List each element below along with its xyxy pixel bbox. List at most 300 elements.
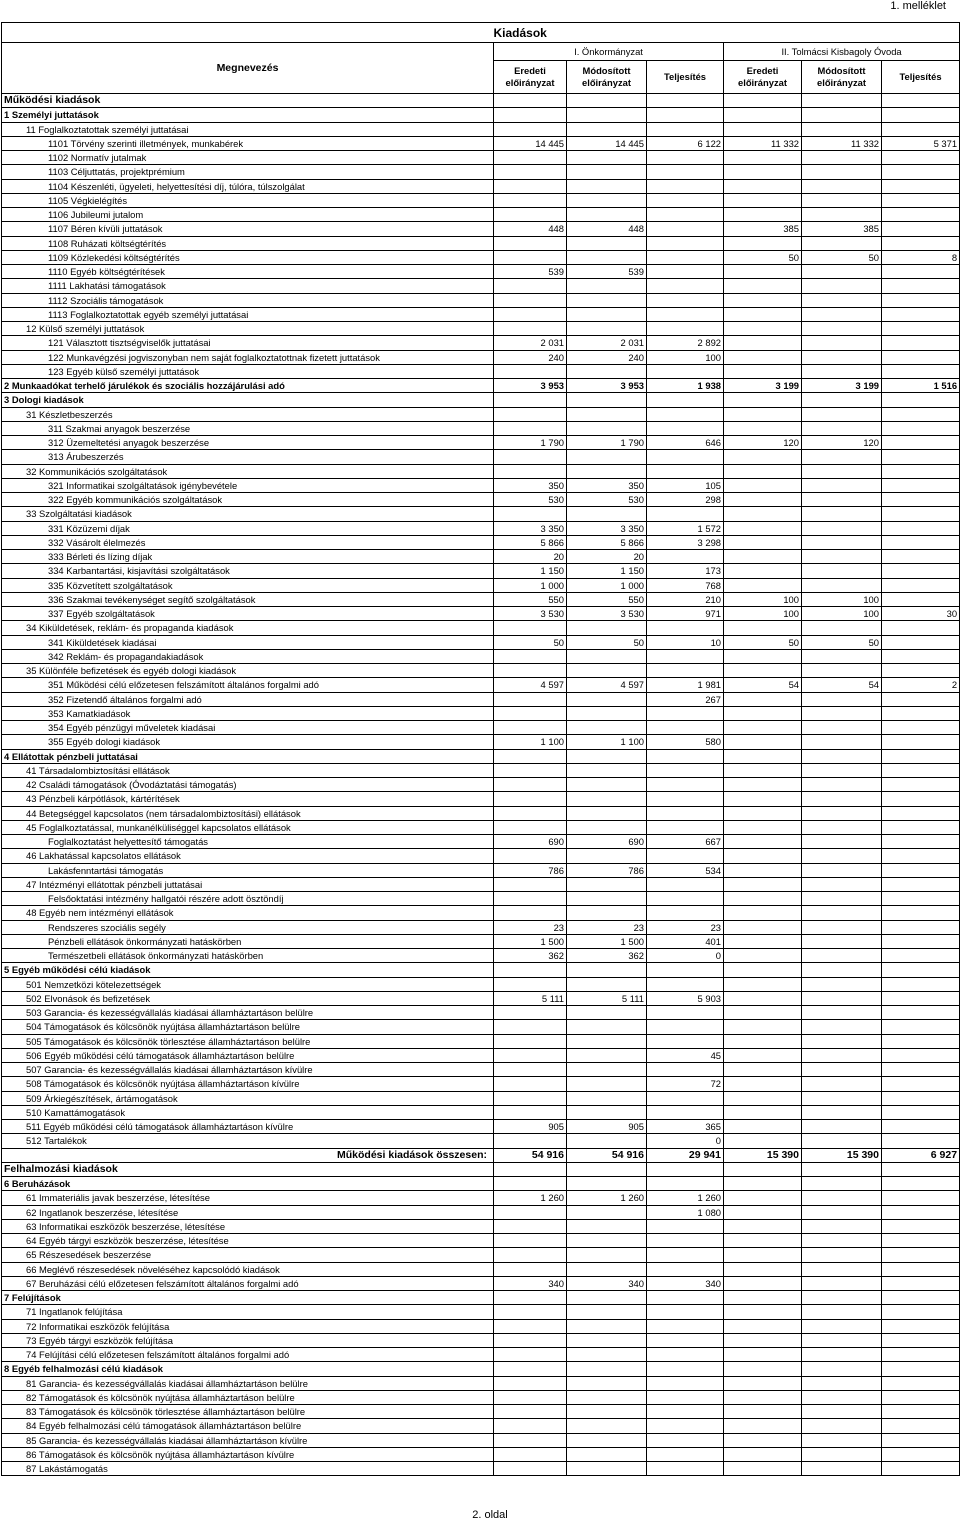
row-value: [647, 877, 724, 891]
row-value: [494, 122, 567, 136]
row-value: [494, 1419, 567, 1433]
row-label: 503 Garancia- és kezességvállalás kiadásai államháztartáson belülre: [2, 1006, 494, 1020]
row-value: 1 080: [647, 1205, 724, 1219]
row-value: [724, 906, 802, 920]
row-value: [647, 1162, 724, 1176]
row-value: [647, 1105, 724, 1119]
row-value: [802, 1376, 882, 1390]
row-value: [724, 507, 802, 521]
row-value: [647, 507, 724, 521]
row-value: 5 111: [494, 991, 567, 1005]
row-value: [882, 1162, 960, 1176]
row-value: 100: [647, 350, 724, 364]
row-label: 331 Közüzemi díjak: [2, 521, 494, 535]
row-value: [567, 322, 647, 336]
row-value: [882, 393, 960, 407]
row-value: [647, 222, 724, 236]
row-label: 44 Betegséggel kapcsolatos (nem társadalombiztosítási) ellátások: [2, 806, 494, 820]
row-value: [494, 1006, 567, 1020]
row-value: [802, 493, 882, 507]
row-value: [724, 151, 802, 165]
row-value: [724, 1063, 802, 1077]
row-value: [882, 721, 960, 735]
row-value: [802, 820, 882, 834]
table-row: [2, 1376, 960, 1390]
row-value: [567, 1462, 647, 1476]
row-value: 646: [647, 436, 724, 450]
row-value: [647, 550, 724, 564]
row-value: [567, 1433, 647, 1447]
row-value: [882, 892, 960, 906]
row-value: [802, 1048, 882, 1062]
row-value: 2 892: [647, 336, 724, 350]
row-label: 5 Egyéb működési célú kiadások: [2, 963, 494, 977]
row-value: 1 000: [567, 578, 647, 592]
row-value: [802, 478, 882, 492]
row-value: [647, 279, 724, 293]
row-value: [494, 1390, 567, 1404]
row-value: [882, 1348, 960, 1362]
row-value: [724, 279, 802, 293]
row-value: [567, 664, 647, 678]
table-row: [2, 649, 960, 663]
row-value: [494, 1305, 567, 1319]
row-value: [494, 208, 567, 222]
row-value: [647, 792, 724, 806]
row-value: [567, 1077, 647, 1091]
row-value: [567, 1219, 647, 1233]
row-label: 1102 Normatív jutalmak: [2, 151, 494, 165]
row-value: [882, 1433, 960, 1447]
row-value: [647, 1348, 724, 1362]
row-value: [494, 364, 567, 378]
table-row: [2, 963, 960, 977]
row-value: [724, 621, 802, 635]
table-row: [2, 1048, 960, 1062]
row-value: 210: [647, 592, 724, 606]
row-label: 501 Nemzetközi kötelezettségek: [2, 977, 494, 991]
row-label: 502 Elvonások és befizetések: [2, 991, 494, 1005]
row-value: 5 866: [567, 535, 647, 549]
row-value: [567, 293, 647, 307]
row-value: [802, 1105, 882, 1119]
row-value: [724, 706, 802, 720]
row-value: [647, 892, 724, 906]
row-value: [724, 835, 802, 849]
row-value: [882, 1219, 960, 1233]
row-value: [802, 421, 882, 435]
row-value: [494, 1291, 567, 1305]
row-value: [647, 1447, 724, 1461]
row-value: 14 445: [494, 136, 567, 150]
row-value: [882, 208, 960, 222]
row-value: [882, 991, 960, 1005]
row-value: [724, 94, 802, 108]
table-header: [2, 23, 960, 94]
row-value: [647, 849, 724, 863]
row-value: [802, 179, 882, 193]
table-row: [2, 1276, 960, 1290]
row-label: 342 Reklám- és propagandakiadások: [2, 649, 494, 663]
table-row: [2, 664, 960, 678]
row-value: 1 500: [494, 934, 567, 948]
row-label: 83 Támogatások és kölcsönök törlesztése államháztartáson belülre: [2, 1405, 494, 1419]
row-value: 3 953: [567, 379, 647, 393]
row-value: 530: [494, 493, 567, 507]
row-value: [882, 521, 960, 535]
row-label: 1107 Béren kívüli juttatások: [2, 222, 494, 236]
row-label: 313 Árubeszerzés: [2, 450, 494, 464]
table-row: [2, 1105, 960, 1119]
row-value: [802, 393, 882, 407]
row-value: [494, 1105, 567, 1119]
row-value: [647, 721, 724, 735]
expenditure-table: [1, 22, 960, 1476]
row-value: 786: [494, 863, 567, 877]
row-value: [802, 1262, 882, 1276]
row-value: [724, 963, 802, 977]
row-value: 3 953: [494, 379, 567, 393]
row-value: [647, 621, 724, 635]
row-value: 362: [494, 949, 567, 963]
row-label: 72 Informatikai eszközök felújítása: [2, 1319, 494, 1333]
group-header-ovoda: II. Tolmácsi Kisbagoly Óvoda: [724, 43, 960, 61]
row-value: [882, 949, 960, 963]
row-value: [567, 108, 647, 122]
row-label: 504 Támogatások és kölcsönök nyújtása államháztartáson belülre: [2, 1020, 494, 1034]
row-value: [567, 464, 647, 478]
row-value: [647, 1063, 724, 1077]
table-row: [2, 806, 960, 820]
row-value: 1 100: [567, 735, 647, 749]
row-value: [802, 535, 882, 549]
row-value: 5 903: [647, 991, 724, 1005]
table-row: [2, 136, 960, 150]
row-value: 120: [724, 436, 802, 450]
table-row: [2, 1405, 960, 1419]
row-value: [494, 193, 567, 207]
table-row: [2, 507, 960, 521]
row-label: 4 Ellátottak pénzbeli juttatásai: [2, 749, 494, 763]
row-value: [802, 949, 882, 963]
row-value: [724, 1219, 802, 1233]
row-value: [494, 293, 567, 307]
row-label: 509 Árkiegészítések, ártámogatások: [2, 1091, 494, 1105]
row-value: [567, 1262, 647, 1276]
row-value: [647, 906, 724, 920]
row-value: [494, 507, 567, 521]
table-row: [2, 763, 960, 777]
row-value: [802, 1205, 882, 1219]
row-value: [802, 763, 882, 777]
row-value: [494, 892, 567, 906]
row-value: 50: [802, 250, 882, 264]
row-value: [882, 493, 960, 507]
row-value: [882, 920, 960, 934]
row-value: [647, 1319, 724, 1333]
row-value: 1 790: [567, 436, 647, 450]
table-row: [2, 1063, 960, 1077]
row-value: [494, 179, 567, 193]
row-value: [882, 450, 960, 464]
row-value: [724, 1034, 802, 1048]
row-value: [724, 407, 802, 421]
row-value: [567, 1048, 647, 1062]
table-row: [2, 364, 960, 378]
row-value: 20: [567, 550, 647, 564]
row-label: Természetbeli ellátások önkormányzati hatáskörben: [2, 949, 494, 963]
table-row: [2, 1162, 960, 1176]
row-value: [494, 393, 567, 407]
row-value: [494, 1319, 567, 1333]
row-value: [802, 507, 882, 521]
row-value: [724, 165, 802, 179]
row-value: [647, 1091, 724, 1105]
table-row: [2, 863, 960, 877]
table-row: [2, 1462, 960, 1476]
row-label: 12 Külső személyi juttatások: [2, 322, 494, 336]
table-row: [2, 621, 960, 635]
row-value: 2 031: [494, 336, 567, 350]
row-value: [494, 250, 567, 264]
row-value: 15 390: [724, 1148, 802, 1162]
row-value: [567, 122, 647, 136]
row-value: 2: [882, 678, 960, 692]
main-title: Kiadások: [494, 23, 960, 43]
table-row: [2, 293, 960, 307]
row-value: 173: [647, 564, 724, 578]
row-value: [567, 179, 647, 193]
row-value: 3 298: [647, 535, 724, 549]
row-value: 6 927: [882, 1148, 960, 1162]
row-label: 81 Garancia- és kezességvállalás kiadásai államháztartáson belülre: [2, 1376, 494, 1390]
row-label: 122 Munkavégzési jogviszonyban nem saját foglalkoztatottnak fizetett juttatások: [2, 350, 494, 364]
row-value: [882, 1248, 960, 1262]
row-value: [567, 1419, 647, 1433]
row-value: [647, 1219, 724, 1233]
row-label: 352 Fizetendő általános forgalmi adó: [2, 692, 494, 706]
row-value: [494, 906, 567, 920]
row-value: [724, 1305, 802, 1319]
row-value: [567, 621, 647, 635]
row-value: [724, 977, 802, 991]
row-value: 971: [647, 607, 724, 621]
row-value: [494, 1462, 567, 1476]
row-value: [882, 977, 960, 991]
table-row: [2, 1205, 960, 1219]
row-value: 401: [647, 934, 724, 948]
row-value: [882, 934, 960, 948]
row-value: [724, 1248, 802, 1262]
row-value: 100: [802, 592, 882, 606]
table-row: [2, 1234, 960, 1248]
row-value: [647, 1262, 724, 1276]
row-value: [724, 792, 802, 806]
table-row: [2, 920, 960, 934]
row-value: [494, 1077, 567, 1091]
row-value: [647, 706, 724, 720]
row-value: [802, 963, 882, 977]
row-label: Rendszeres szociális segély: [2, 920, 494, 934]
row-label: 332 Vásárolt élelmezés: [2, 535, 494, 549]
row-value: [802, 208, 882, 222]
row-value: [494, 165, 567, 179]
row-value: [724, 350, 802, 364]
row-value: [882, 1234, 960, 1248]
row-value: 667: [647, 835, 724, 849]
row-value: [802, 578, 882, 592]
row-value: [724, 535, 802, 549]
row-value: [882, 350, 960, 364]
row-value: [802, 792, 882, 806]
row-value: [494, 778, 567, 792]
row-value: [802, 550, 882, 564]
row-value: [724, 1091, 802, 1105]
row-value: [802, 279, 882, 293]
row-value: [802, 236, 882, 250]
table-row: [2, 208, 960, 222]
row-value: [724, 1419, 802, 1433]
group-header-onkormanyzat: I. Önkormányzat: [494, 43, 724, 61]
row-label: 1105 Végkielégítés: [2, 193, 494, 207]
row-value: [494, 1433, 567, 1447]
row-value: [882, 464, 960, 478]
row-value: [494, 1262, 567, 1276]
row-value: 3 350: [567, 521, 647, 535]
table-row: [2, 678, 960, 692]
row-label: 1113 Foglalkoztatottak egyéb személyi juttatásai: [2, 307, 494, 321]
row-value: [724, 108, 802, 122]
row-value: [882, 1276, 960, 1290]
table-row: [2, 1333, 960, 1347]
row-value: [802, 450, 882, 464]
row-value: [882, 849, 960, 863]
row-value: 0: [647, 1134, 724, 1148]
row-label: 312 Üzemeltetési anyagok beszerzése: [2, 436, 494, 450]
row-label: Pénzbeli ellátások önkormányzati hatáskörben: [2, 934, 494, 948]
row-value: [882, 792, 960, 806]
table-row: [2, 592, 960, 606]
row-value: [802, 1120, 882, 1134]
row-value: [494, 849, 567, 863]
table-row: [2, 1262, 960, 1276]
row-value: 1 260: [647, 1191, 724, 1205]
row-value: [724, 1291, 802, 1305]
row-value: [882, 578, 960, 592]
row-value: [724, 550, 802, 564]
table-row: [2, 607, 960, 621]
row-value: [567, 792, 647, 806]
row-value: [567, 1234, 647, 1248]
table-row: [2, 464, 960, 478]
row-value: 54: [802, 678, 882, 692]
row-value: 690: [494, 835, 567, 849]
row-value: [494, 1134, 567, 1148]
row-value: [882, 835, 960, 849]
row-value: [724, 1134, 802, 1148]
row-value: [724, 564, 802, 578]
row-value: [802, 1362, 882, 1376]
row-value: [724, 450, 802, 464]
row-value: [724, 236, 802, 250]
row-value: [724, 1319, 802, 1333]
row-value: [647, 322, 724, 336]
row-value: 3 530: [567, 607, 647, 621]
row-label: 32 Kommunikációs szolgáltatások: [2, 464, 494, 478]
row-value: 54: [724, 678, 802, 692]
row-value: [567, 421, 647, 435]
row-value: [494, 1333, 567, 1347]
row-value: [802, 1276, 882, 1290]
row-value: [724, 1105, 802, 1119]
header-blank: [2, 23, 494, 43]
row-value: [802, 1134, 882, 1148]
row-value: [724, 1120, 802, 1134]
row-label: 8 Egyéb felhalmozási célú kiadások: [2, 1362, 494, 1376]
row-value: [882, 1390, 960, 1404]
row-value: [724, 1048, 802, 1062]
row-value: 50: [567, 635, 647, 649]
row-label: 61 Immateriális javak beszerzése, létesítése: [2, 1191, 494, 1205]
row-value: [802, 1219, 882, 1233]
row-value: 786: [567, 863, 647, 877]
row-label: 47 Intézményi ellátottak pénzbeli juttatásai: [2, 877, 494, 891]
row-value: [882, 1291, 960, 1305]
row-value: [567, 706, 647, 720]
row-value: [647, 1390, 724, 1404]
row-value: [567, 1447, 647, 1461]
table-row: [2, 991, 960, 1005]
table-row: [2, 1020, 960, 1034]
row-value: [724, 578, 802, 592]
row-value: [882, 364, 960, 378]
table-row: [2, 108, 960, 122]
table-row: [2, 421, 960, 435]
row-label: 2 Munkaadókat terhelő járulékok és szociális hozzájárulási adó: [2, 379, 494, 393]
row-value: [802, 293, 882, 307]
row-label: 311 Szakmai anyagok beszerzése: [2, 421, 494, 435]
row-value: [802, 664, 882, 678]
row-value: [494, 806, 567, 820]
row-value: [567, 1362, 647, 1376]
row-value: [724, 1162, 802, 1176]
row-label: 353 Kamatkiadások: [2, 706, 494, 720]
row-value: [882, 1462, 960, 1476]
row-value: [567, 963, 647, 977]
row-value: [724, 1433, 802, 1447]
table-row: [2, 1433, 960, 1447]
table-row: [2, 436, 960, 450]
row-value: [882, 236, 960, 250]
row-value: [724, 1348, 802, 1362]
row-label: 71 Ingatlanok felújítása: [2, 1305, 494, 1319]
row-value: [724, 193, 802, 207]
row-value: [494, 1219, 567, 1233]
row-value: [647, 1376, 724, 1390]
expenditure-sheet: [1, 22, 959, 1476]
table-row: [2, 635, 960, 649]
row-label: 512 Tartalékok: [2, 1134, 494, 1148]
row-value: [724, 1462, 802, 1476]
row-value: [724, 692, 802, 706]
row-value: [647, 108, 724, 122]
row-value: [724, 721, 802, 735]
table-row: [2, 849, 960, 863]
row-value: [802, 322, 882, 336]
row-value: [882, 1191, 960, 1205]
table-row: [2, 1134, 960, 1148]
row-label: 321 Informatikai szolgáltatások igénybevétele: [2, 478, 494, 492]
